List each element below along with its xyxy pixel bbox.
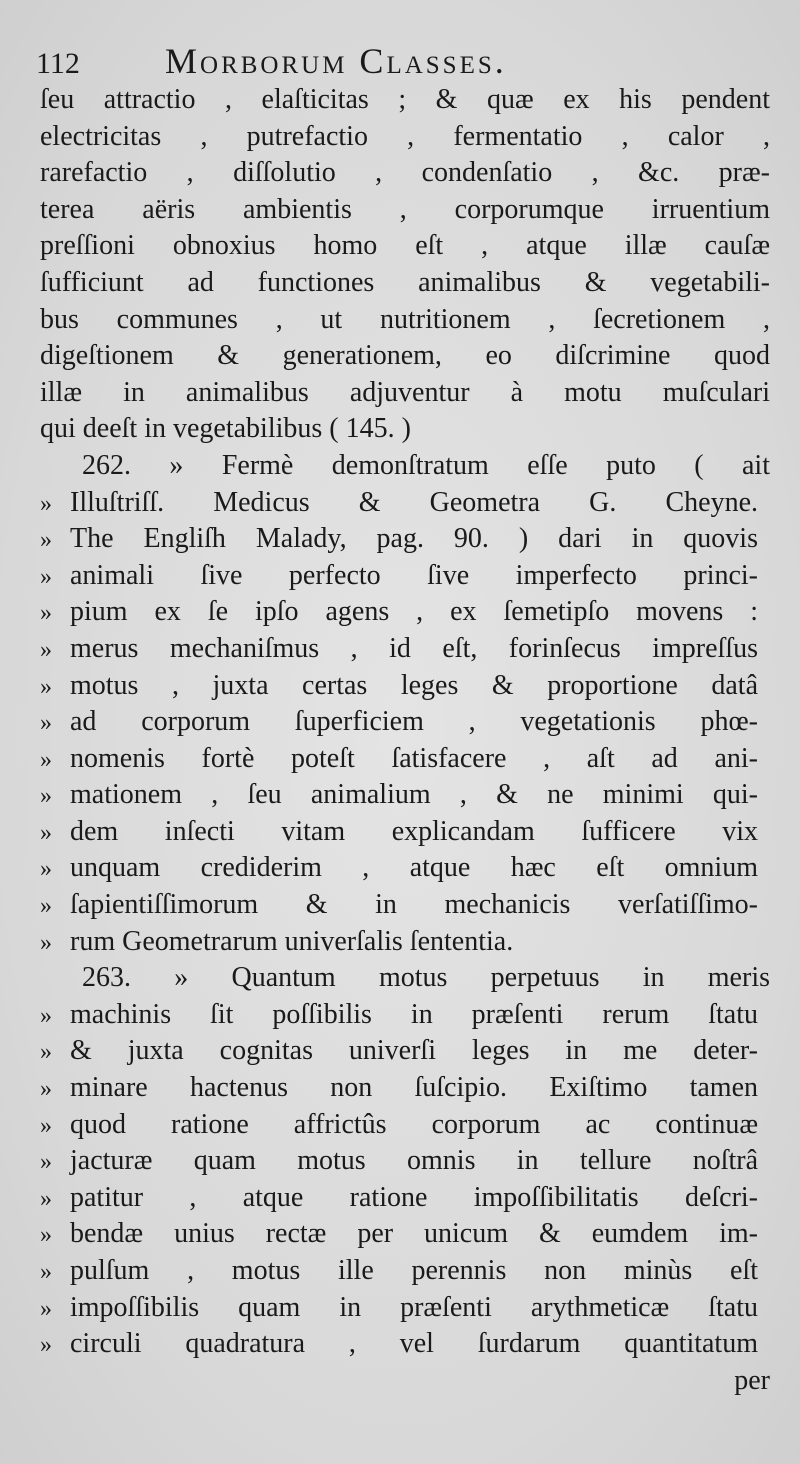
line-text: jacturæ quam motus omnis in tellure noſtrâ (70, 1145, 758, 1177)
text-line (40, 228, 770, 265)
text-line (40, 155, 770, 192)
quote-mark: » (40, 1259, 52, 1285)
page-number: 112 (36, 47, 80, 80)
line-text: minare hactenus non ſuſcipio. Exiſtimo tamen (70, 1072, 758, 1104)
text-line (40, 924, 770, 961)
text-line (40, 1180, 770, 1217)
line-text: 262. » Fermè demonſtratum eſſe puto ( ait (82, 449, 770, 481)
line-text: preſſioni obnoxius homo eſt , atque illæ cauſæ (40, 230, 770, 262)
text-line (40, 82, 770, 119)
text-line (40, 265, 770, 302)
quote-mark: » (40, 673, 52, 700)
line-text: rarefactio , diſſolutio , condenſatio , &c. præ- (40, 157, 770, 189)
quote-mark: » (40, 893, 52, 920)
text-line (40, 119, 770, 156)
quote-mark: » (40, 819, 52, 846)
quote-mark: » (40, 1295, 52, 1322)
quote-mark: » (40, 490, 52, 517)
quote-mark: » (40, 527, 52, 554)
text-line (40, 1216, 770, 1253)
text-line (40, 1033, 770, 1070)
text-line (40, 558, 770, 595)
catchword-text: per (734, 1364, 770, 1396)
line-text: machinis ſit poſſibilis in præſenti rerum ſtatu (70, 998, 758, 1030)
line-text: electricitas , putrefactio , fermentatio , calor , (40, 120, 770, 152)
text-line (40, 741, 770, 778)
text-line (40, 594, 770, 631)
line-text: qui deeſt in vegetabilibus ( 145. ) (40, 413, 411, 445)
text-line (40, 302, 770, 339)
quote-mark: » (40, 929, 52, 956)
text-line (40, 997, 770, 1034)
line-text: ſeu attractio , elaſticitas ; & quæ ex his pendent (40, 84, 770, 115)
page-header (36, 36, 776, 86)
text-line (40, 960, 770, 997)
quote-mark: » (40, 710, 52, 737)
quote-mark: » (40, 856, 52, 883)
line-text: animali ſive perfecto ſive imperfecto princi- (70, 559, 758, 591)
line-text: patitur , atque ratione impoſſibilitatis deſcri- (70, 1181, 758, 1213)
text-line (40, 521, 770, 558)
line-text: bus communes , ut nutritionem , ſecretionem , (40, 303, 770, 335)
line-text: digeſtionem & generationem, eo diſcrimine quod (40, 340, 770, 372)
text-line (40, 850, 770, 887)
line-text: 263. » Quantum motus perpetuus in meris (82, 962, 770, 994)
text-line (40, 1326, 770, 1363)
quote-mark: » (40, 1039, 52, 1066)
body-text (40, 82, 770, 1399)
line-text: mationem , ſeu animalium , & ne minimi qui- (70, 779, 758, 811)
quote-mark: » (40, 1185, 52, 1212)
text-line (40, 814, 770, 851)
text-line (40, 448, 770, 485)
quote-mark: » (40, 1149, 52, 1176)
line-text: pulſum , motus ille perennis non minùs eſt (70, 1255, 758, 1286)
line-text: & juxta cognitas univerſi leges in me deter- (70, 1035, 758, 1067)
line-text: circuli quadratura , vel ſurdarum quantitatum (70, 1328, 758, 1360)
line-text: ſufficiunt ad functiones animalibus & vegetabili- (40, 266, 770, 298)
quote-mark: » (40, 563, 52, 590)
line-text: unquam crediderim , atque hæc eſt omnium (70, 852, 758, 884)
quote-mark: » (40, 1002, 52, 1029)
line-text: ſapientiſſimorum & in mechanicis verſatiſſimo- (70, 889, 758, 921)
text-line (40, 887, 770, 924)
line-text: illæ in animalibus adjuventur à motu muſculari (40, 376, 770, 408)
text-line (40, 411, 770, 448)
text-line (40, 704, 770, 741)
text-line (40, 1107, 770, 1144)
quote-mark: » (40, 636, 52, 663)
text-line (40, 1290, 770, 1327)
quote-mark: » (40, 1076, 52, 1103)
quote-mark: » (40, 600, 52, 627)
line-text: ad corporum ſuperficiem , vegetationis phœ- (70, 706, 758, 738)
line-text: Illuſtriſſ. Medicus & Geometra G. Cheyne. (70, 486, 758, 518)
quote-mark: » (40, 1222, 52, 1249)
line-text: bendæ unius rectæ per unicum & eumdem im- (70, 1218, 758, 1250)
running-title: Morborum Classes. (165, 41, 507, 81)
text-line (40, 1070, 770, 1107)
line-text: The Engliſh Malady, pag. 90. ) dari in quovis (70, 523, 758, 555)
text-line (40, 1143, 770, 1180)
line-text: motus , juxta certas leges & proportione datâ (70, 669, 758, 701)
text-line (40, 668, 770, 705)
quote-mark: » (40, 783, 52, 810)
text-line (40, 338, 770, 375)
line-text: terea aëris ambientis , corporumque irruentium (40, 193, 770, 225)
text-line (40, 1253, 770, 1290)
text-line (40, 777, 770, 814)
text-line (40, 485, 770, 522)
line-text: dem inſecti vitam explicandam ſufficere vix (70, 815, 758, 847)
line-text: nomenis fortè poteſt ſatisfacere , aſt ad ani- (70, 742, 758, 774)
quote-mark: » (40, 1112, 52, 1139)
quote-mark: » (40, 746, 52, 773)
line-text: rum Geometrarum univerſalis ſententia. (70, 925, 514, 957)
catchword (40, 1363, 770, 1400)
text-line (40, 375, 770, 412)
line-text: quod ratione affrictûs corporum ac continuæ (70, 1108, 758, 1140)
text-line (40, 631, 770, 668)
line-text: merus mechaniſmus , id eſt, forinſecus impreſſus (70, 632, 758, 664)
text-line (40, 192, 770, 229)
line-text: pium ex ſe ipſo agens , ex ſemetipſo movens : (70, 596, 758, 628)
quote-mark: » (40, 1332, 52, 1359)
line-text: impoſſibilis quam in præſenti arythmeticæ ſtatu (70, 1291, 758, 1323)
